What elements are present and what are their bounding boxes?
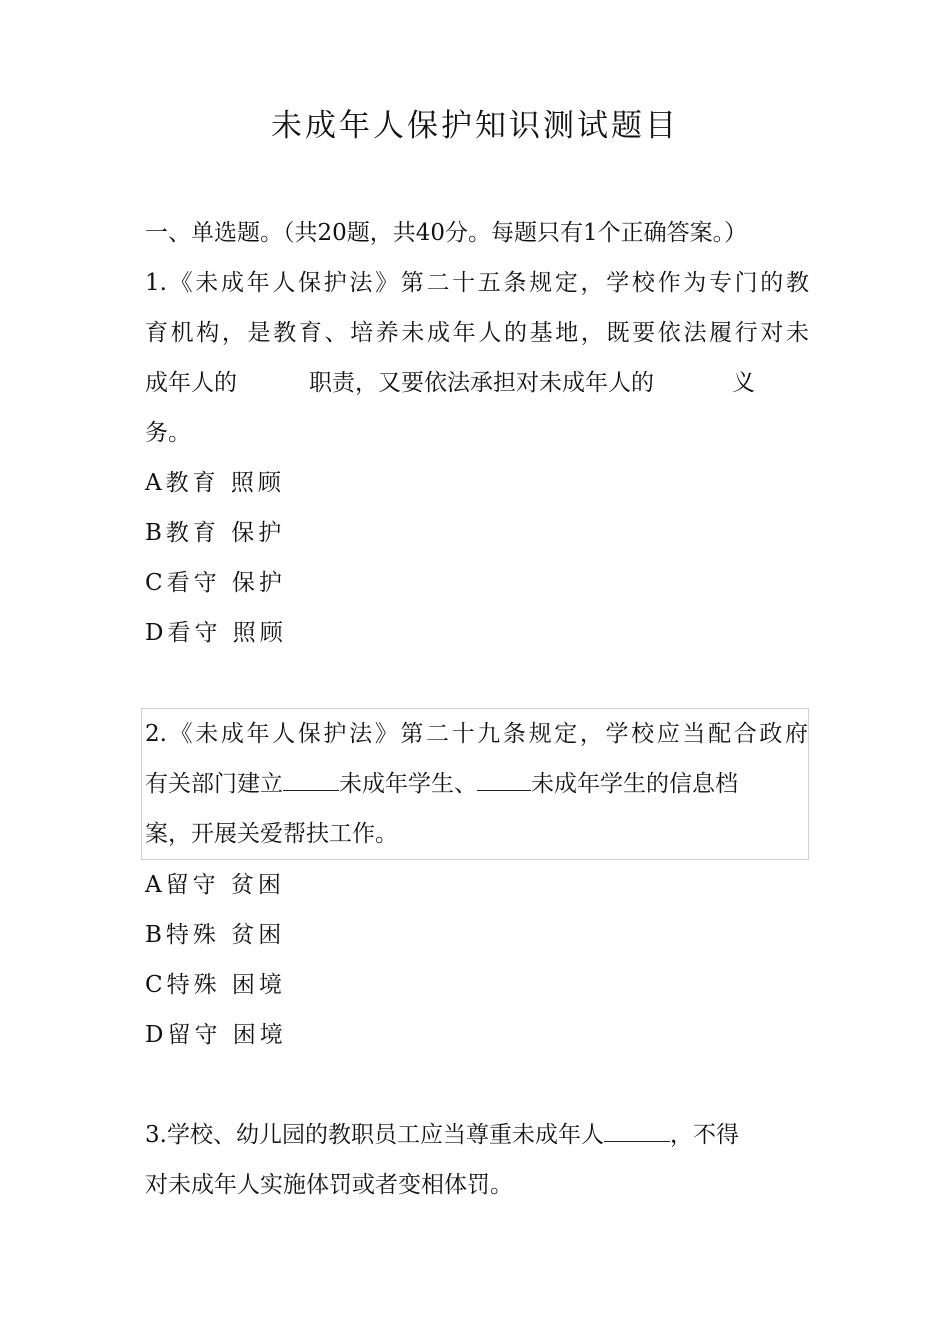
question-2-line-3: 案，开展关爱帮扶工作。	[145, 821, 398, 847]
question-2-option-d: D留守 困境	[145, 1022, 287, 1048]
question-1-text-b: 职责，又要依法承担对未成年人的	[309, 370, 654, 396]
question-2-option-c: C特殊 困境	[145, 972, 286, 998]
question-1-line-3	[145, 358, 809, 408]
question-2-blank-2	[477, 762, 531, 791]
question-2-text-a: 有关部门建立	[145, 771, 283, 797]
question-2-blank-1	[283, 762, 339, 791]
question-1-option-c: C看守 保护	[145, 570, 286, 596]
question-2	[145, 708, 809, 1060]
document-title: 未成年人保护知识测试题目	[271, 108, 679, 144]
question-1-text-c: 义	[732, 370, 755, 396]
question-2-option-b: B特殊 贫困	[145, 922, 286, 948]
question-2-stem-box	[141, 708, 809, 860]
spacer	[145, 1060, 809, 1110]
question-1-line-2: 育机构，是教育、培养未成年人的基地，既要依法履行对未	[145, 320, 809, 346]
question-3-text-a: 3.学校、幼儿园的教职员工应当尊重未成年人	[145, 1122, 604, 1148]
question-2-line-2	[145, 759, 808, 809]
question-3-blank-1	[604, 1113, 670, 1142]
question-1-option-d: D看守 照顾	[145, 620, 287, 646]
question-2-text-b: 未成年学生、	[339, 771, 477, 797]
spacer	[145, 658, 809, 708]
question-1-line-4: 务。	[145, 420, 191, 446]
question-2-text-c: 未成年学生的信息档	[531, 771, 738, 797]
question-1-option-b: B教育 保护	[145, 520, 286, 546]
question-1-text-a: 成年人的	[145, 370, 237, 396]
question-3-text-b: ，不得	[669, 1122, 739, 1148]
question-3-line-2: 对未成年人实施体罚或者变相体罚。	[145, 1172, 513, 1198]
document-body	[145, 208, 809, 1210]
question-1	[145, 258, 809, 658]
question-1-line-1: 1.《未成年人保护法》第二十五条规定，学校作为专门的教	[145, 270, 809, 296]
question-2-line-1: 2.《未成年人保护法》第二十九条规定，学校应当配合政府	[145, 721, 808, 747]
section-heading: 一、单选题。（共20题，共40分。每题只有1个正确答案。）	[145, 220, 748, 246]
question-3-line-1	[145, 1110, 809, 1160]
question-2-option-a: A留守 贫困	[145, 872, 285, 898]
question-1-option-a: A教育 照顾	[145, 470, 285, 496]
question-3	[145, 1110, 809, 1210]
